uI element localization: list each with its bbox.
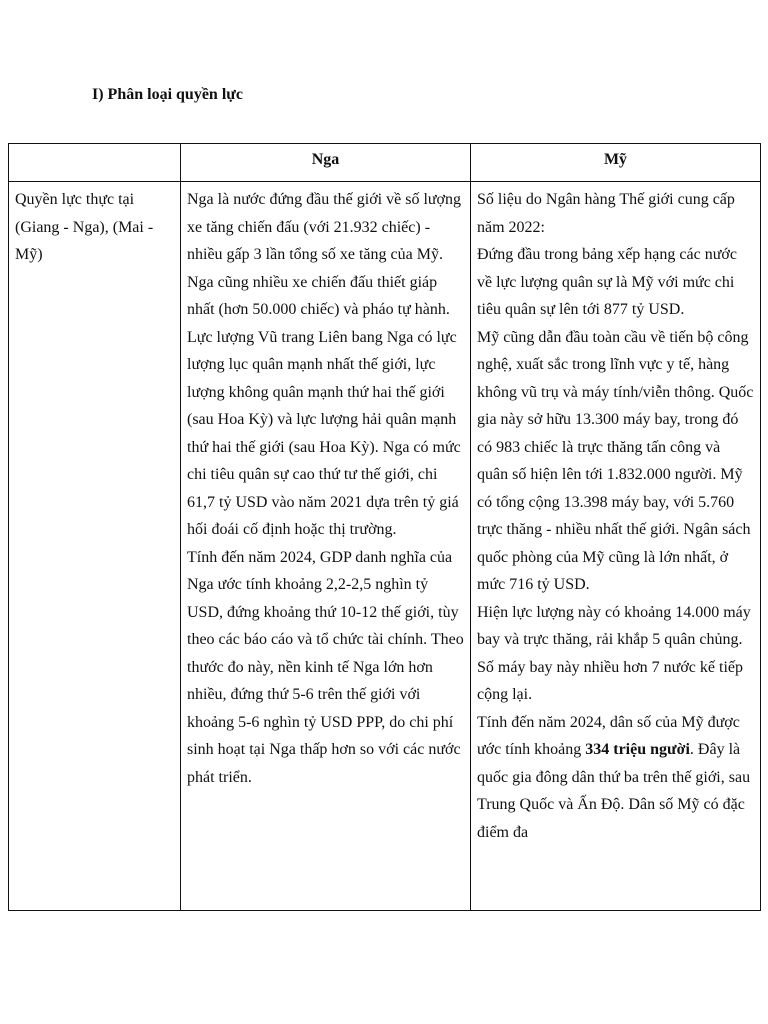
section-heading: I) Phân loại quyền lực: [92, 86, 243, 103]
header-my: Mỹ: [471, 144, 761, 182]
header-nga: Nga: [181, 144, 471, 182]
my-cell: [471, 182, 761, 911]
header-empty-cell: [9, 144, 181, 182]
my-paragraph-aircraft: Hiện lực lượng này có khoảng 14.000 máy bay và trực thăng, rải khắp 5 quân chủng. Số máy bay này nhiều hơn 7 nước kế tiếp cộng lại.: [477, 603, 751, 703]
row-label: Quyền lực thực tại (Giang - Nga), (Mai - Mỹ): [15, 191, 154, 263]
my-paragraph-technology: Mỹ cũng dẫn đầu toàn cầu về tiến bộ công nghệ, xuất sắc trong lĩnh vực y tế, hàng không vũ trụ và máy tính/viễn thông. Quốc gia này sở hữu 13.300 máy bay, trong đó có 983 chiếc là trực thăng tấn công và quân số hiện lên tới 1.832.000 người. Mỹ có tổng cộng 13.398 máy bay, với 5.760 trực thăng - nhiều nhất thế giới. Ngân sách quốc phòng của Mỹ cũng là lớn nhất, ở mức 716 tỷ USD.: [477, 328, 754, 593]
my-paragraph-source: Số liệu do Ngân hàng Thế giới cung cấp năm 2022:: [477, 191, 735, 236]
nga-paragraph-military: Nga là nước đứng đầu thế giới về số lượng xe tăng chiến đấu (với 21.932 chiếc) - nhiều gấp 3 lần tổng số xe tăng của Mỹ. Nga cũng nhiều xe chiến đấu thiết giáp nhất (hơn 50.000 chiếc) và pháo tự hành. Lực lượng Vũ trang Liên bang Nga có lực lượng lục quân mạnh nhất thế giới, lực lượng không quân mạnh thứ hai thế giới (sau Hoa Kỳ) và lực lượng hải quân mạnh thứ hai thế giới (sau Hoa Kỳ). Nga có mức chi tiêu quân sự cao thứ tư thế giới, chi 61,7 tỷ USD vào năm 2021 dựa trên tỷ giá hối đoái cố định hoặc thị trường.: [187, 191, 462, 538]
comparison-table: [8, 143, 761, 911]
population-text-before: Tính đến năm 2024, dân số của Mỹ được ước tính khoảng: [477, 713, 740, 758]
my-paragraph-population: [477, 709, 754, 847]
nga-paragraph-gdp: Tính đến năm 2024, GDP danh nghĩa của Nga ước tính khoảng 2,2-2,5 nghìn tỷ USD, đứng khoảng thứ 10-12 thế giới, tùy theo các báo cáo và tổ chức tài chính. Theo thước đo này, nền kinh tế Nga lớn hơn nhiều, đứng thứ 5-6 trên thế giới với khoảng 5-6 nghìn tỷ USD PPP, do chi phí sinh hoạt tại Nga thấp hơn so với các nước phát triển.: [187, 548, 464, 786]
population-text-after: . Đây là quốc gia đông dân thứ ba trên thế giới, sau Trung Quốc và Ấn Độ. Dân số Mỹ có đặc điểm đa: [477, 741, 751, 841]
table-row: [9, 182, 761, 911]
table-header-row: [9, 144, 761, 182]
my-paragraph-ranking: Đứng đầu trong bảng xếp hạng các nước về lực lượng quân sự là Mỹ với mức chi tiêu quân sự lên tới 877 tỷ USD.: [477, 246, 737, 318]
row-label-cell: [9, 182, 181, 911]
nga-cell: [181, 182, 471, 911]
population-figure: 334 triệu người: [585, 741, 690, 758]
